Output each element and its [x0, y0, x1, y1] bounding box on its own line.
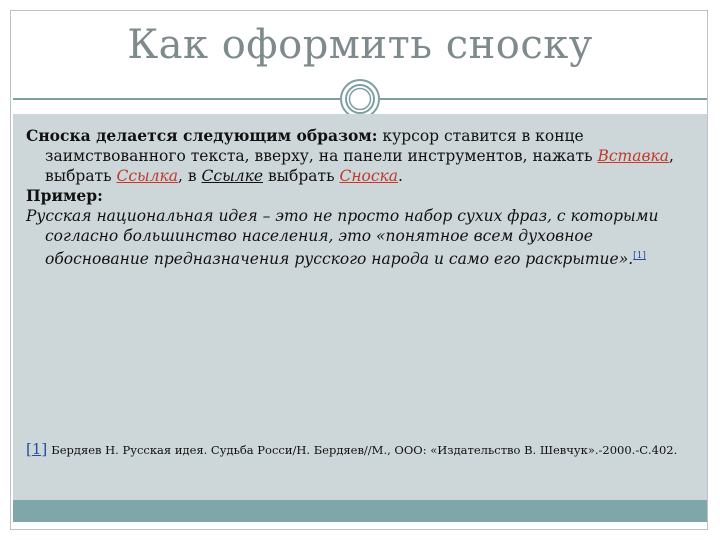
example-label: Пример:: [26, 186, 103, 205]
instruction-text-1: курсор ставится в конце заимствованного текста, вверху, на панели инструментов, нажать: [45, 127, 598, 165]
quote-paragraph: [26, 206, 696, 269]
footnote: [26, 440, 696, 458]
body-text: [26, 126, 696, 269]
quote-text: Русская национальная идея – это не просто набор сухих фраз, с которыми согласно большинство населения, это «понятное всем духовное обоснование предназначения русского народа и само его раскрытие».: [26, 207, 659, 269]
bottom-accent-band: [13, 500, 707, 522]
footnote-number-link[interactable]: [1]: [26, 440, 48, 458]
instruction-text-4: выбрать: [263, 167, 340, 185]
link-link[interactable]: Ссылка: [116, 167, 179, 185]
instruction-paragraph: [26, 126, 696, 186]
instruction-text-5: .: [398, 167, 403, 185]
link-insert[interactable]: Вставка: [597, 147, 670, 165]
instruction-lead: Сноска делается следующим образом:: [26, 126, 378, 145]
footnote-text: Бердяев Н. Русская идея. Судьба Росси/Н. Бердяев//М., ООО: «Издательство В. Шевчук».-2000.-С.402.: [51, 443, 678, 457]
instruction-text-2: , выбрать: [45, 147, 674, 185]
slide-title: Как оформить сноску: [127, 22, 593, 68]
content-panel: [13, 114, 707, 500]
link-link-2[interactable]: Ссылке: [201, 167, 264, 185]
link-footnote[interactable]: Сноска: [339, 167, 399, 185]
instruction-text-3: , в: [178, 167, 202, 185]
footnote-reference-link[interactable]: [1]: [633, 251, 646, 261]
